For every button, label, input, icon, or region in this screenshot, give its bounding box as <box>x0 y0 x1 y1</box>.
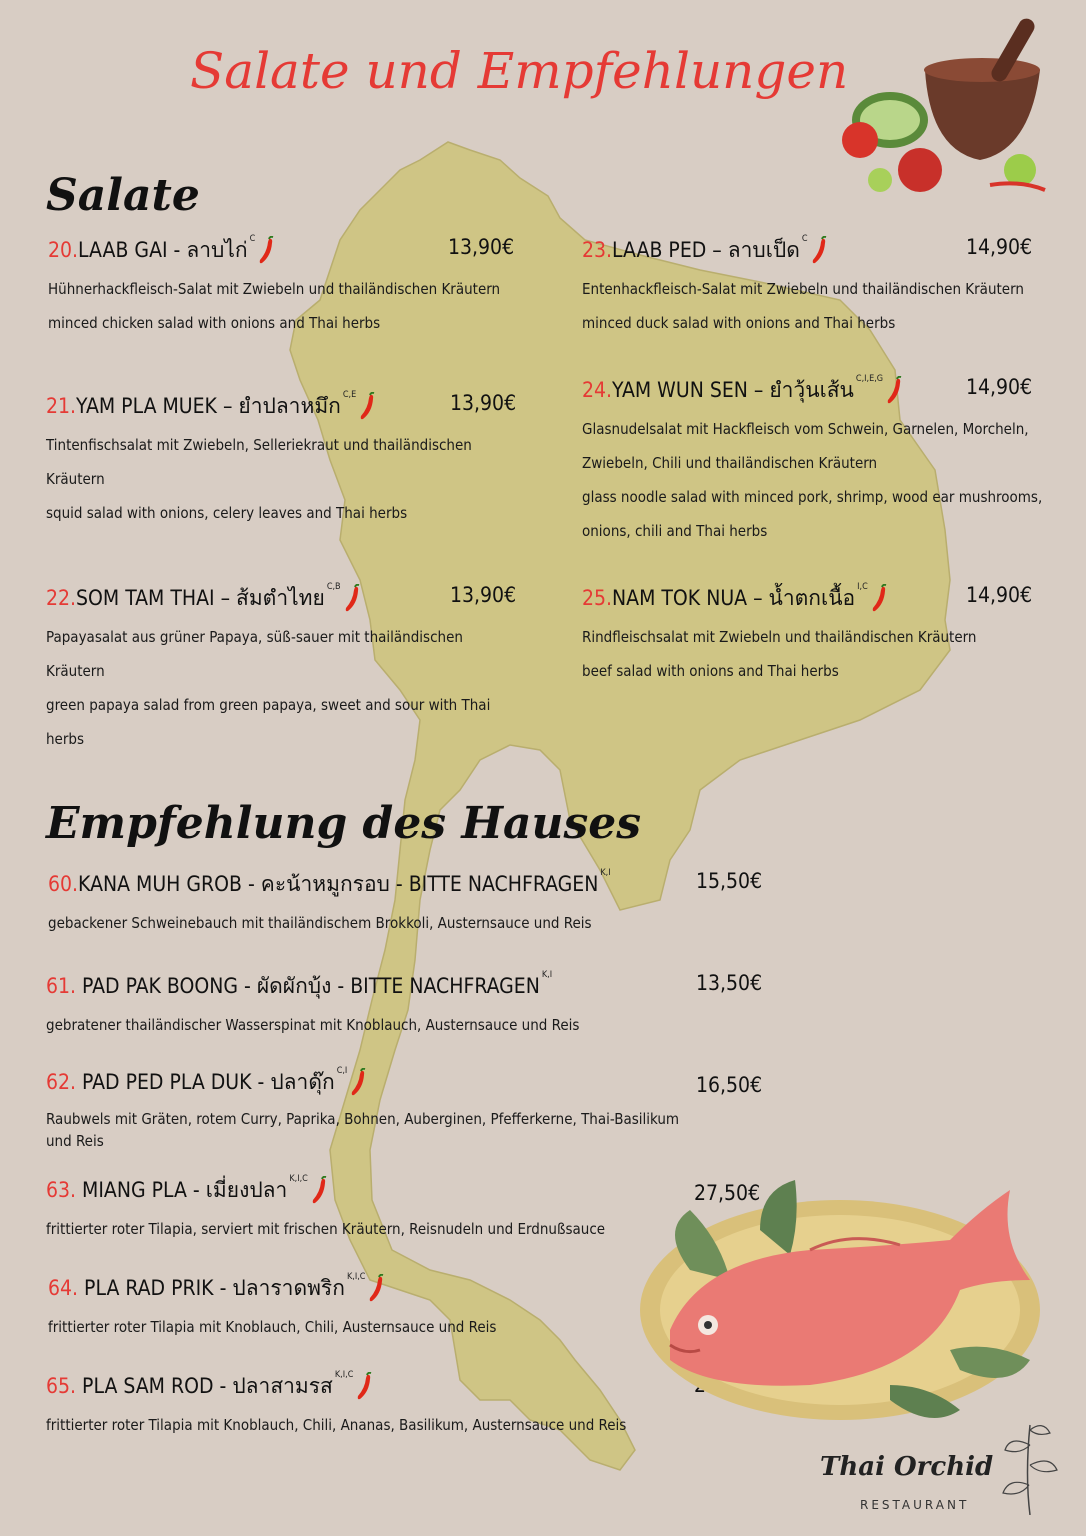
allergen-codes: K,I,C <box>289 1174 308 1184</box>
restaurant-logo-name: Thai Orchid <box>820 1452 994 1482</box>
menu-item-header <box>46 1064 766 1097</box>
section-title-house: Empfehlung des Hauses <box>46 798 642 849</box>
fish-icon <box>630 1170 1050 1430</box>
item-price: 14,90€ <box>966 375 1033 399</box>
chili-pepper-icon <box>257 236 277 266</box>
desc-line: minced chicken salad with onions and Thai herbs <box>48 314 381 332</box>
menu-item-60 <box>48 866 768 940</box>
desc-line: green papaya salad from green papaya, sweet and sour with Thai <box>46 696 491 714</box>
desc-line: Zwiebeln, Chili und thailändischen Kräutern <box>582 454 878 472</box>
item-number: 23. <box>582 238 613 262</box>
item-name: SOM TAM THAI – ส้มตำไทย <box>76 586 325 610</box>
allergen-codes: C,I <box>336 1066 348 1076</box>
item-name: NAM TOK NUA – น้ำตกเนื้อ <box>612 586 856 610</box>
allergen-codes: C,E <box>342 390 357 400</box>
desc-line: glass noodle salad with minced pork, shrimp, wood ear mushrooms, <box>582 488 1043 506</box>
item-price: 16,50€ <box>696 1073 763 1097</box>
menu-item-header <box>46 968 766 998</box>
item-price: 13,90€ <box>450 583 517 607</box>
desc-line: Papayasalat aus grüner Papaya, süß-sauer mit thailändischen <box>46 628 463 646</box>
menu-item-20 <box>48 232 528 340</box>
chili-pepper-icon <box>310 1176 330 1206</box>
item-price: 14,90€ <box>966 235 1033 259</box>
allergen-codes: C,B <box>326 582 341 592</box>
item-number: 65. <box>46 1374 77 1398</box>
chili-pepper-icon <box>349 1068 369 1098</box>
allergen-codes: I,C <box>857 582 868 592</box>
item-description <box>582 620 1062 688</box>
restaurant-logo-sub: RESTAURANT <box>860 1498 970 1512</box>
item-name: PAD PAK BOONG - ผัดผักบุ้ง - BITTE NACHFRAGEN <box>76 974 540 998</box>
desc-line: Raubwels mit Gräten, rotem Curry, Paprika, Bohnen, Auberginen, Pfefferkerne, Thai-Basilikum <box>46 1110 680 1128</box>
menu-item-header <box>582 372 1072 402</box>
item-name: KANA MUH GROB - คะน้าหมูกรอบ - BITTE NACHFRAGEN <box>78 872 599 896</box>
menu-item-23 <box>582 232 1062 340</box>
item-price: 13,90€ <box>448 235 515 259</box>
mortar-pestle-icon <box>820 10 1060 200</box>
menu-item-header <box>582 580 1062 610</box>
allergen-codes: K,I,C <box>334 1370 354 1380</box>
item-number: 63. <box>46 1178 77 1202</box>
desc-line: minced duck salad with onions and Thai herbs <box>582 314 896 332</box>
desc-line: Tintenfischsalat mit Zwiebeln, Selleriekraut und thailändischen <box>46 436 472 454</box>
menu-item-62 <box>46 1064 766 1152</box>
item-description <box>582 412 1072 548</box>
item-price: 15,50€ <box>696 869 763 893</box>
item-number: 22. <box>46 586 77 610</box>
herb-icon <box>995 1415 1065 1515</box>
allergen-codes: K,I <box>600 868 611 878</box>
desc-line: Kräutern <box>46 662 105 680</box>
item-name: PLA RAD PRIK - ปลาราดพริก <box>78 1276 345 1300</box>
item-price: 14,90€ <box>966 583 1033 607</box>
desc-line: frittierter roter Tilapia mit Knoblauch, Chili, Ananas, Basilikum, Austernsauce und Reis <box>46 1416 627 1434</box>
menu-item-21 <box>46 388 526 530</box>
item-number: 20. <box>48 238 79 262</box>
allergen-codes: C,I,E,G <box>855 374 884 384</box>
menu-item-61 <box>46 968 766 1042</box>
chili-pepper-icon <box>870 584 890 614</box>
allergen-codes: K,I <box>541 970 553 980</box>
item-name: PAD PED PLA DUK - ปลาดุ๊ก <box>76 1070 335 1094</box>
chili-pepper-icon <box>367 1274 387 1304</box>
item-number: 62. <box>46 1070 77 1094</box>
item-price: 27,50€ <box>694 1181 761 1205</box>
desc-line: Glasnudelsalat mit Hackfleisch vom Schwein, Garnelen, Morcheln, <box>582 420 1029 438</box>
item-description <box>46 428 526 530</box>
desc-line: gebratener thailändischer Wasserspinat mit Knoblauch, Austernsauce und Reis <box>46 1016 580 1034</box>
item-name: YAM WUN SEN – ยำวุ้นเส้น <box>612 378 854 402</box>
item-number: 24. <box>582 378 613 402</box>
desc-line: Hühnerhackfleisch-Salat mit Zwiebeln und thailändischen Kräutern <box>48 280 501 298</box>
chili-pepper-icon <box>355 1372 375 1402</box>
item-name: LAAB PED – ลาบเป็ด <box>612 238 800 262</box>
menu-item-header <box>48 232 528 262</box>
desc-line: squid salad with onions, celery leaves and Thai herbs <box>46 504 408 522</box>
menu-item-24 <box>582 372 1072 548</box>
desc-line: herbs <box>46 730 85 748</box>
chili-pepper-icon <box>343 584 363 614</box>
item-name: YAM PLA MUEK – ยำปลาหมึก <box>76 394 341 418</box>
menu-item-header <box>46 580 526 610</box>
item-name: PLA SAM ROD - ปลาสามรส <box>76 1374 333 1398</box>
item-name: LAAB GAI - ลาบไก่ <box>78 238 248 262</box>
allergen-codes: K,I,C <box>346 1272 366 1282</box>
chili-pepper-icon <box>810 236 830 266</box>
desc-line: onions, chili and Thai herbs <box>582 522 768 540</box>
chili-pepper-icon <box>358 392 378 422</box>
desc-line: Kräutern <box>46 470 105 488</box>
desc-line: Rindfleischsalat mit Zwiebeln und thailändischen Kräutern <box>582 628 977 646</box>
allergen-codes: C <box>801 234 808 244</box>
item-description <box>46 1008 766 1042</box>
item-number: 21. <box>46 394 77 418</box>
item-description <box>46 620 526 756</box>
desc-line: frittierter roter Tilapia mit Knoblauch, Chili, Austernsauce und Reis <box>48 1318 497 1336</box>
page-title: Salate und Empfehlungen <box>190 42 849 100</box>
section-title-salads: Salate <box>46 170 200 221</box>
item-number: 61. <box>46 974 77 998</box>
chili-pepper-icon <box>885 376 905 406</box>
item-number: 64. <box>48 1276 79 1300</box>
menu-item-header <box>46 388 526 418</box>
item-description <box>582 272 1062 340</box>
desc-line: und Reis <box>46 1132 104 1150</box>
menu-item-25 <box>582 580 1062 688</box>
desc-line: gebackener Schweinebauch mit thailändischem Brokkoli, Austernsauce und Reis <box>48 914 592 932</box>
menu-item-header <box>582 232 1062 262</box>
menu-item-22 <box>46 580 526 756</box>
item-description <box>48 272 528 340</box>
item-name: MIANG PLA - เมี่ยงปลา <box>76 1178 288 1202</box>
item-price: 13,90€ <box>450 391 517 415</box>
allergen-codes: C <box>249 234 256 244</box>
item-number: 25. <box>582 586 613 610</box>
desc-line: frittierter roter Tilapia, serviert mit frischen Kräutern, Reisnudeln und Erdnußsauce <box>46 1220 606 1238</box>
desc-line: beef salad with onions and Thai herbs <box>582 662 839 680</box>
desc-line: Entenhackfleisch-Salat mit Zwiebeln und thailändischen Kräutern <box>582 280 1024 298</box>
item-description <box>48 906 768 940</box>
item-description <box>46 1108 766 1152</box>
menu-item-header <box>48 866 768 896</box>
item-number: 60. <box>48 872 79 896</box>
item-price: 13,50€ <box>696 971 763 995</box>
